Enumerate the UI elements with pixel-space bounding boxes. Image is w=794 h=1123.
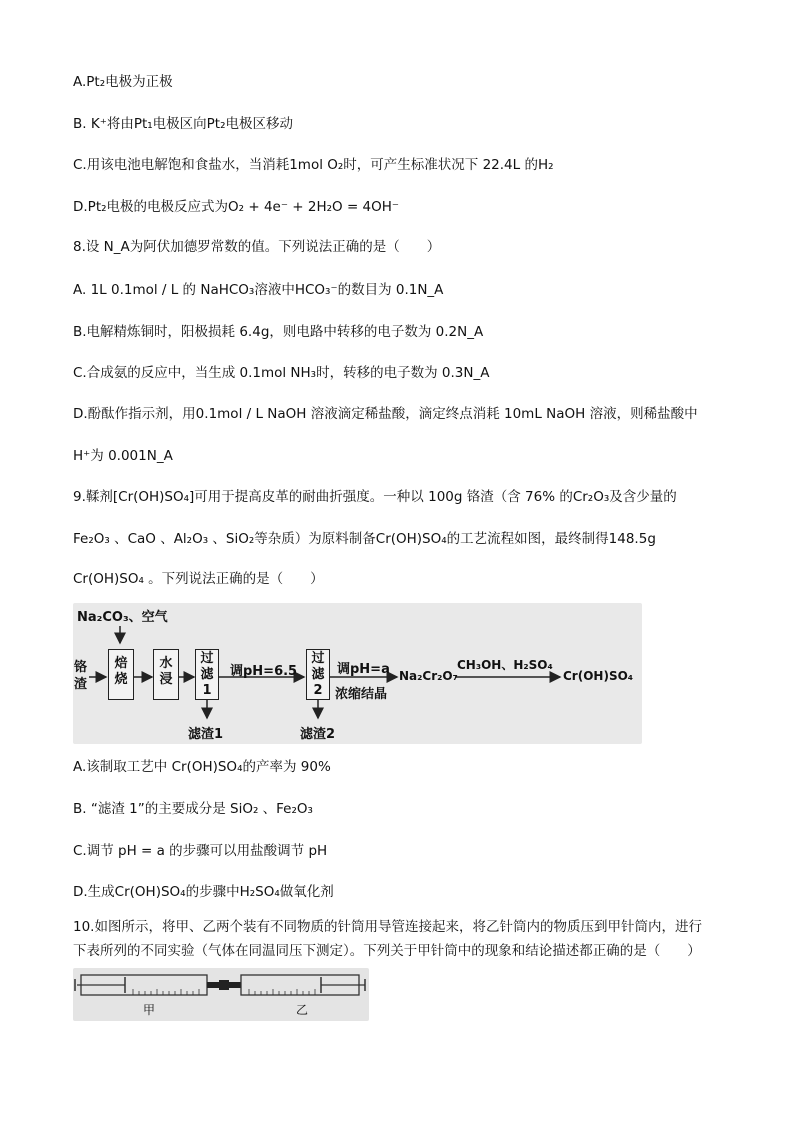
q10-stem-line2: 下表所列的不同实验（气体在同温同压下测定）。下列关于甲针筒中的现象和结论描述都正确的是（ ） bbox=[73, 943, 701, 959]
q8-option-d-line1: D.酚酞作指示剂，用0.1mol / L NaOH 溶液滴定稀盐酸，滴定终点消耗 10mL NaOH 溶液，则稀盐酸中 bbox=[73, 406, 698, 422]
q9-stem-line3: Cr(OH)SO₄ 。下列说法正确的是（ ） bbox=[73, 571, 324, 587]
syringe-label-jia: 甲 bbox=[143, 1003, 156, 1017]
q8-option-b: B.电解精炼铜时，阳极损耗 6.4g，则电路中转移的电子数为 0.2N_A bbox=[73, 324, 484, 340]
syringe-diagram bbox=[73, 968, 369, 1021]
q8-option-d-line2: H⁺为 0.001N_A bbox=[73, 448, 173, 464]
flow-box-leach: 水浸 bbox=[153, 649, 179, 700]
q9-option-b: B. “滤渣 1”的主要成分是 SiO₂ 、Fe₂O₃ bbox=[73, 801, 313, 817]
flow-adjust-ph1: 调pH=6.5 bbox=[230, 664, 298, 679]
syringe-illustration bbox=[73, 968, 369, 1021]
q8-stem: 8.设 N_A为阿伏加德罗常数的值。下列说法正确的是（ ） bbox=[73, 239, 441, 255]
process-flow-diagram bbox=[73, 603, 642, 744]
q9-option-d: D.生成Cr(OH)SO₄的步骤中H₂SO₄做氧化剂 bbox=[73, 884, 334, 900]
flow-box-filter1: 过滤1 bbox=[195, 649, 219, 700]
q7-option-a: A.Pt₂电极为正极 bbox=[73, 74, 173, 90]
flow-box-filter2: 过滤2 bbox=[306, 649, 330, 700]
q9-option-c: C.调节 pH = a 的步骤可以用盐酸调节 pH bbox=[73, 843, 328, 859]
flow-reagents-final: CH₃OH、H₂SO₄ bbox=[457, 658, 553, 672]
flow-residue1: 滤渣1 bbox=[188, 727, 224, 742]
q8-option-c: C.合成氨的反应中，当生成 0.1mol NH₃时，转移的电子数为 0.3N_A bbox=[73, 365, 490, 381]
flow-box-roast: 焙烧 bbox=[108, 649, 134, 700]
q7-option-d: D.Pt₂电极的电极反应式为O₂ + 4e⁻ + 2H₂O = 4OH⁻ bbox=[73, 199, 400, 215]
flow-concentrate-label: 浓缩结晶 bbox=[335, 687, 388, 702]
flow-residue2: 滤渣2 bbox=[300, 727, 336, 742]
flow-product: Cr(OH)SO₄ bbox=[563, 669, 634, 683]
q9-option-a: A.该制取工艺中 Cr(OH)SO₄的产率为 90% bbox=[73, 759, 331, 775]
flow-intermediate: Na₂Cr₂O₇ bbox=[399, 669, 458, 683]
q9-stem-line1: 9.鞣剂[Cr(OH)SO₄]可用于提高皮革的耐曲折强度。一种以 100g 铬渣（含 76% 的Cr₂O₃及含少量的 bbox=[73, 489, 677, 505]
q7-option-b: B. K⁺将由Pt₁电极区向Pt₂电极区移动 bbox=[73, 116, 294, 132]
syringe-label-yi: 乙 bbox=[296, 1003, 309, 1017]
flow-adjust-ph2: 调pH=a bbox=[337, 662, 390, 677]
q7-option-c: C.用该电池电解饱和食盐水，当消耗1mol O₂时，可产生标准状况下 22.4L 的H₂ bbox=[73, 157, 554, 173]
flow-reagents-top: Na₂CO₃、空气 bbox=[77, 610, 168, 625]
q10-stem-line1: 10.如图所示，将甲、乙两个装有不同物质的针筒用导管连接起来，将乙针筒内的物质压到甲针筒内，进行 bbox=[73, 919, 702, 935]
q8-option-a: A. 1L 0.1mol / L 的 NaHCO₃溶液中HCO₃⁻的数目为 0.1N_A bbox=[73, 282, 444, 298]
q9-stem-line2: Fe₂O₃ 、CaO 、Al₂O₃ 、SiO₂等杂质）为原料制备Cr(OH)SO₄的工艺流程如图，最终制得148.5g bbox=[73, 531, 656, 547]
flow-feed-label: 铬渣 bbox=[74, 660, 88, 692]
